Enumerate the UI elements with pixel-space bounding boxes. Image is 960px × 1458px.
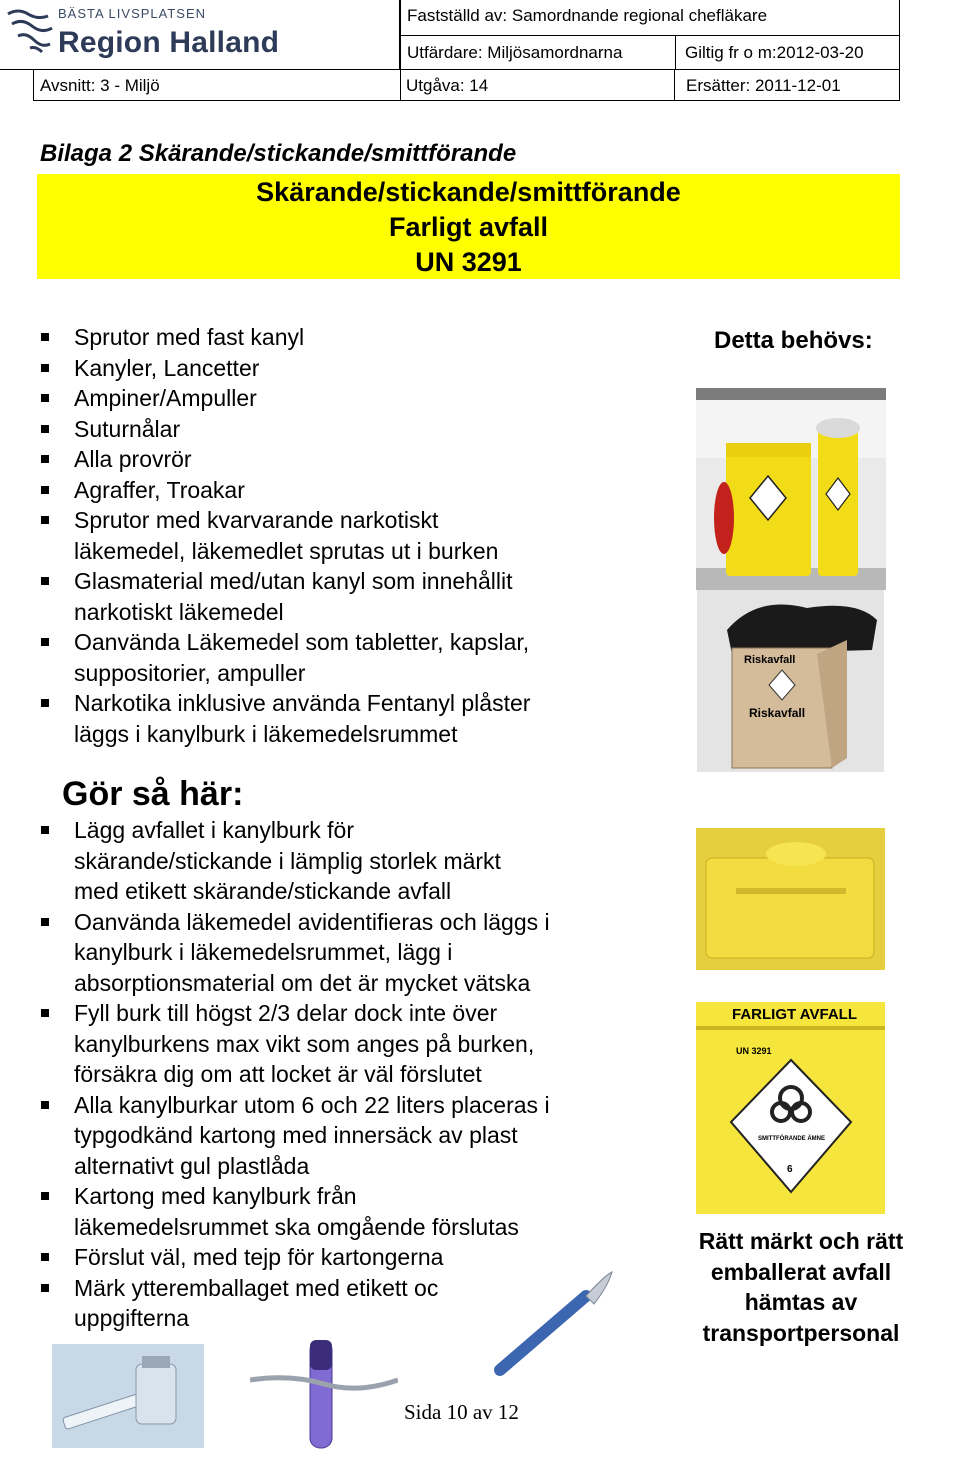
- waste-item: [40, 566, 530, 627]
- bullet-icon: [41, 1253, 49, 1261]
- waste-item: [40, 505, 530, 566]
- header-divider: [401, 35, 900, 36]
- item-line: läkemedel, läkemedlet sprutas ut i burken: [74, 537, 499, 564]
- step-item: [40, 1090, 550, 1182]
- item-line: Förslut väl, med tejp för kartongerna: [74, 1244, 444, 1270]
- header-divider: [675, 35, 676, 70]
- bullet-icon: [41, 516, 49, 524]
- waste-item: [40, 475, 530, 506]
- page-number: Sida 10 av 12: [404, 1400, 519, 1424]
- syringe-vial-image: [52, 1344, 204, 1448]
- steps-list: [40, 815, 550, 1334]
- pickup-note: [676, 1226, 926, 1348]
- item-line: läggs i kanylburk i läkemedelsrummet: [74, 720, 458, 747]
- item-line: Sprutor med fast kanyl: [74, 324, 305, 350]
- yellow-banner: [37, 174, 900, 279]
- item-line: Narkotika inklusive använda Fentanyl plåster: [74, 690, 531, 716]
- bullet-icon: [41, 394, 49, 402]
- bullet-icon: [41, 455, 49, 463]
- pickup-note-line: transportpersonal: [702, 1319, 900, 1346]
- bullet-icon: [41, 1101, 49, 1109]
- waste-item: [40, 627, 530, 688]
- item-line: Suturnålar: [74, 415, 181, 442]
- pickup-note-line: hämtas av: [744, 1289, 858, 1315]
- sharps-containers-photo: [696, 388, 886, 590]
- item-line: Alla provrör: [74, 446, 192, 472]
- bullet-icon: [41, 1192, 49, 1200]
- banner-line2: Farligt avfall: [388, 212, 549, 242]
- step-item: [40, 907, 550, 999]
- item-line: Agraffer, Troakar: [74, 476, 245, 503]
- item-line: uppgifterna: [74, 1305, 190, 1331]
- waste-item: [40, 688, 530, 749]
- meta-cell: [400, 0, 900, 70]
- header-row: [33, 70, 900, 101]
- riskavfall-label: Riskavfall: [744, 654, 796, 666]
- bullet-icon: [41, 364, 49, 372]
- logo-cell: [0, 0, 400, 70]
- farligt-avfall-title: FARLIGT AVFALL: [732, 1006, 857, 1023]
- syringe-icon: [52, 1344, 204, 1448]
- item-line: Glasmaterial med/utan kanyl som innehållit: [74, 568, 513, 594]
- bullet-icon: [41, 425, 49, 433]
- bullet-icon: [41, 333, 49, 341]
- pickup-note-line: emballerat avfall: [710, 1258, 892, 1285]
- item-line: läkemedelsrummet ska omgående förslutas: [74, 1213, 519, 1240]
- item-line: absorptionsmaterial om det är mycket vätska: [74, 969, 531, 996]
- logo-wordmark: Region Halland: [58, 26, 280, 59]
- item-line: kanylburk i läkemedelsrummet, lägg i: [74, 939, 453, 965]
- banner-line1: Skärande/stickande/smittförande: [256, 177, 681, 207]
- item-line: typgodkänd kartong med innersäck av plast: [74, 1122, 518, 1148]
- item-line: Oanvända läkemedel avidentifieras och läggs i: [74, 908, 550, 935]
- yellow-box-icon: [696, 828, 885, 970]
- waste-items-list: [40, 322, 530, 749]
- gor-heading: Gör så här:: [62, 775, 244, 813]
- un-number-label: UN 3291: [736, 1046, 772, 1056]
- waste-item: [40, 322, 530, 353]
- avsnitt-text: Avsnitt: 3 - Miljö: [40, 76, 160, 95]
- biohazard-diamond-icon: [696, 1002, 885, 1214]
- bullet-icon: [41, 638, 49, 646]
- giltig-text: Giltig fr o m:2012-03-20: [685, 43, 864, 62]
- bullet-icon: [41, 577, 49, 585]
- bullet-icon: [41, 826, 49, 834]
- item-line: Alla kanylburkar utom 6 och 22 liters placeras i: [74, 1091, 550, 1118]
- header-divider: [674, 70, 675, 100]
- item-line: skärande/stickande i lämplig storlek märkt: [74, 847, 501, 874]
- yellow-plastic-box-photo: [696, 828, 885, 970]
- riskavfall-box-photo: [697, 590, 884, 772]
- waste-item: [40, 383, 530, 414]
- bullet-icon: [41, 1284, 49, 1292]
- item-line: Oanvända Läkemedel som tabletter, kapslar,: [74, 629, 530, 655]
- document-header: [0, 0, 900, 101]
- test-tube-image: [250, 1340, 398, 1450]
- utfardare-text: Utfärdare: Miljösamordnarna: [407, 43, 623, 62]
- item-line: kanylburkens max vikt som anges på burken,: [74, 1030, 535, 1057]
- waste-item: [40, 444, 530, 475]
- bullet-icon: [41, 918, 49, 926]
- riskavfall-label: Riskavfall: [749, 706, 806, 720]
- item-line: narkotiskt läkemedel: [74, 598, 284, 625]
- pickup-note-line: Rätt märkt och rätt: [698, 1228, 904, 1254]
- item-line: suppositorier, ampuller: [74, 659, 306, 686]
- utgava-text: Utgåva: 14: [406, 76, 489, 95]
- item-line: alternativt gul plastlåda: [74, 1152, 310, 1179]
- item-line: Märk ytteremballaget med etikett oc: [74, 1274, 439, 1301]
- smittforande-label: SMITTFÖRANDE ÄMNE: [758, 1136, 825, 1142]
- step-item: [40, 1273, 550, 1334]
- ersatter-text: Ersätter: 2011-12-01: [686, 76, 841, 95]
- step-item: [40, 815, 550, 907]
- step-item: [40, 1181, 550, 1242]
- header-divider: [400, 70, 401, 100]
- item-line: Lägg avfallet i kanylburk för: [74, 817, 354, 843]
- test-tube-icon: [250, 1340, 398, 1450]
- item-line: Kanyler, Lancetter: [74, 354, 260, 381]
- bullet-icon: [41, 1009, 49, 1017]
- logo-tagline: BÄSTA LIVSPLATSEN: [58, 6, 207, 21]
- bilaga-title: Bilaga 2 Skärande/stickande/smittförande: [40, 140, 517, 167]
- waste-item: [40, 353, 530, 384]
- riskavfall-box-icon: [697, 590, 884, 772]
- item-line: försäkra dig om att locket är väl förslutet: [74, 1061, 482, 1087]
- bullet-icon: [41, 699, 49, 707]
- item-line: med etikett skärande/stickande avfall: [74, 878, 452, 904]
- item-line: Fyll burk till högst 2/3 delar dock inte över: [74, 1000, 498, 1026]
- item-line: Sprutor med kvarvarande narkotiskt: [74, 507, 439, 533]
- faststalld-text: Fastställd av: Samordnande regional chefläkare: [407, 6, 768, 25]
- detta-behovs-heading: Detta behövs:: [714, 327, 873, 354]
- scalpel-icon: [490, 1270, 620, 1382]
- item-line: Ampiner/Ampuller: [74, 385, 257, 411]
- step-item: [40, 1242, 550, 1273]
- sharps-containers-icon: [696, 388, 886, 590]
- region-halland-logo-icon: [4, 4, 58, 60]
- step-item: [40, 998, 550, 1090]
- farligt-avfall-label-photo: [696, 1002, 885, 1214]
- svg-text:6: 6: [787, 1164, 793, 1175]
- item-line: Kartong med kanylburk från: [74, 1183, 357, 1209]
- bullet-icon: [41, 486, 49, 494]
- banner-line3: UN 3291: [415, 247, 522, 277]
- waste-item: [40, 414, 530, 445]
